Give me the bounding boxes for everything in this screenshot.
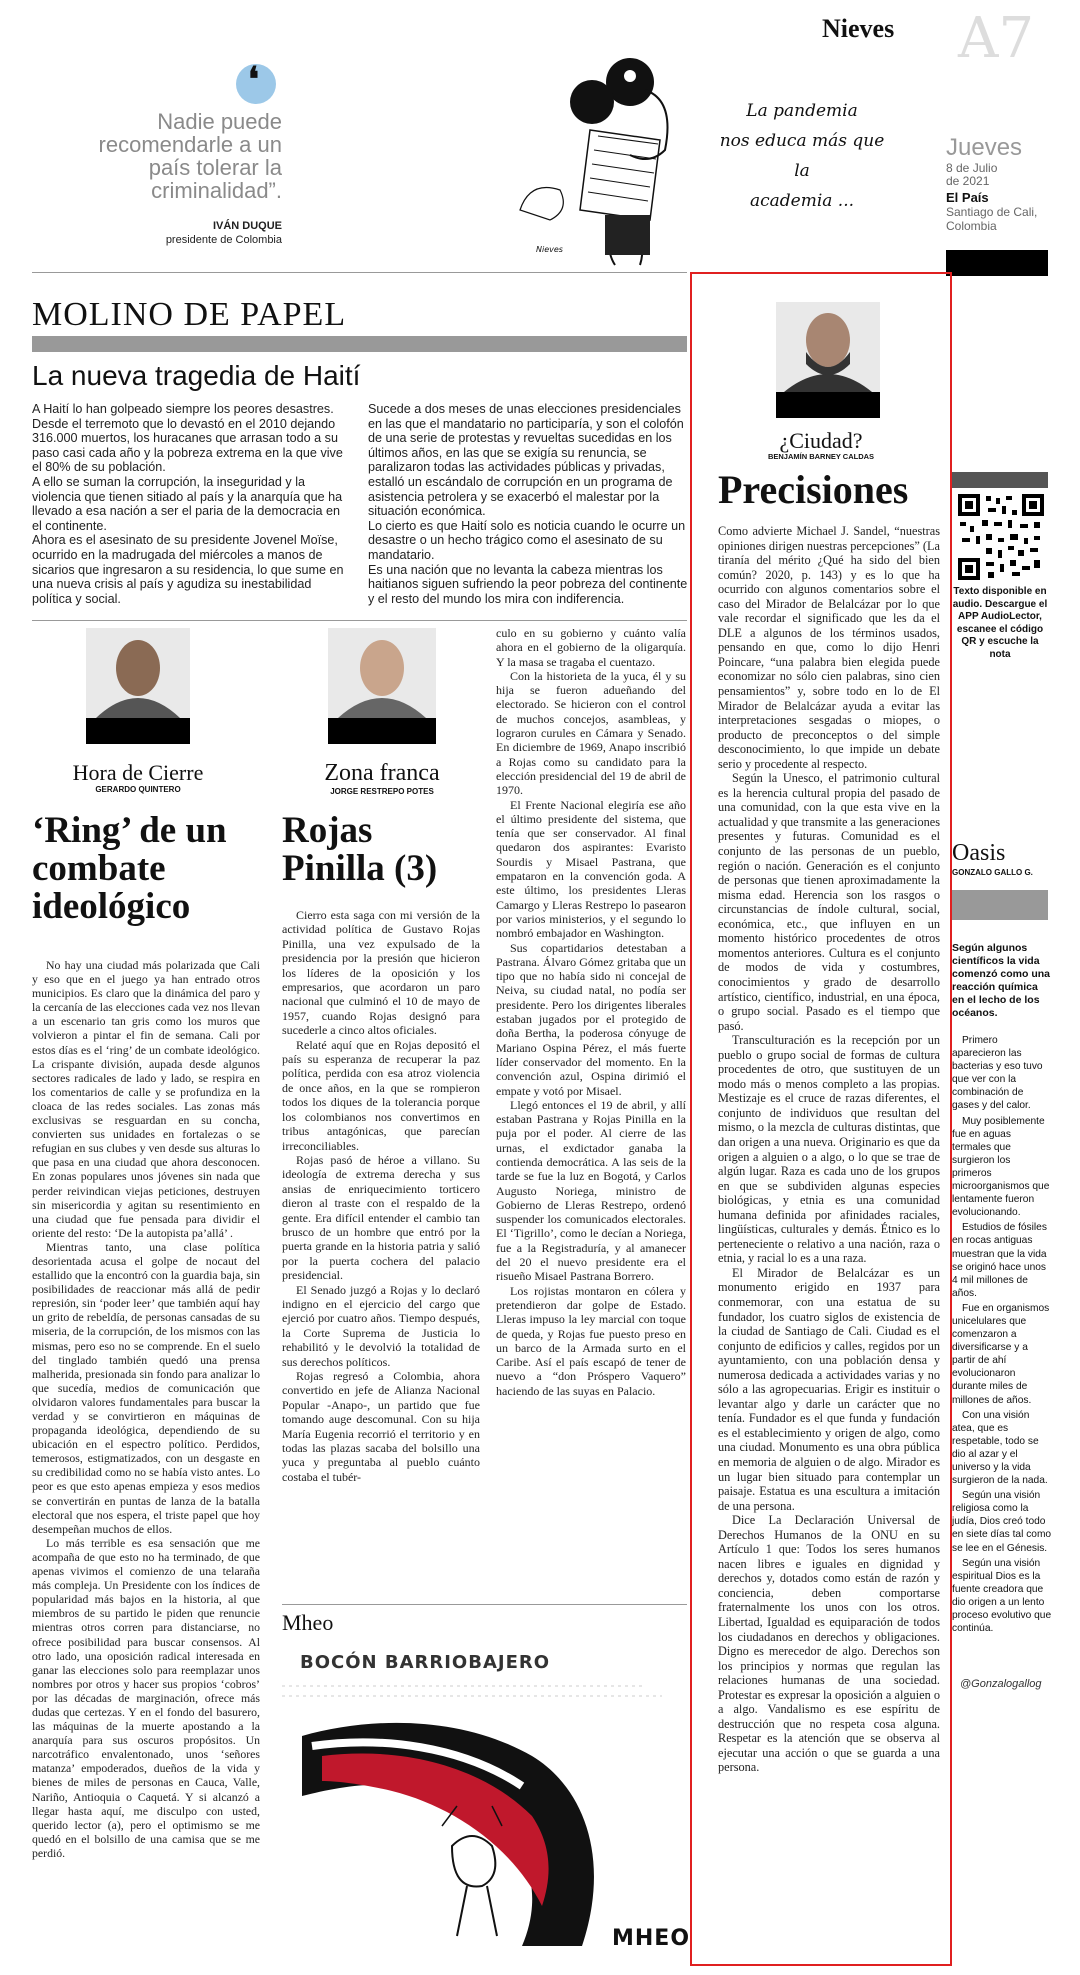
molino-rule <box>32 620 687 621</box>
author-photo-barney <box>776 302 880 418</box>
headline-ciudad: Precisiones <box>718 467 909 512</box>
article-ciudad-p2: Según la Unesco, el patrimonio cultural es la herencia cultural propia del pasado de una comunidad, con la que esta vive en la actualidad y que transmite a las generaciones presentes y futuras. Comunidad es el conjunto de las personas de un pueblo, región o nación. Generación es el conjunto de personas que tienen aproximadamente la misma edad. Herencia son los rasgos o circunstancias de índole cultural, social, económica, etc., que influyen en un momento histórico procedentes de otros momentos anteriores. Cultura es el conjunto de modos de vida y costumbres, conocimientos y grado de desarrollo artístico, científico, industrial, en una época, o grupo social. Pasado es el tiempo que pasó. <box>718 771 940 1033</box>
oasis-p2: Muy posiblemente fue en aguas termales que surgieron los primeros microorganismos que lentamente fueron evolucionando. <box>952 1115 1050 1219</box>
article-zona-p6: culo en su gobierno y cuánto valía ahora en el gobierno de la oligarquía. Y la masa se tragaba el cuentazo. <box>496 626 686 669</box>
oasis-p3: Estudios de fósiles en rocas antiguas muestran que la vida se originó hace unos 4 mil millones de años. <box>952 1222 1047 1299</box>
article-zona-p7: Con la historieta de la yuca, él y su hija se fueron adueñando del electorado. Se hicieron con el control de muchos concejos, asambleas, y lograron curules en Cámara y Senado. En diciembre de 1969, Anapo inscribió a Rojas como su candidato para la elección presidencial del 19 de abril de 1970. <box>496 668 686 798</box>
header-date: 8 de Julio de 2021 <box>946 161 998 188</box>
cartoon-top-signature: Nieves <box>536 245 563 254</box>
column-name-zona: Zona franca <box>324 760 440 786</box>
article-ciudad-p4: El Mirador de Belalcázar es un monumento erigido en 1937 para conmemorar, con una estatua de su fundador, los cuatro siglos de existencia de la ciudad de Santiago de Cali. Ciudad es el conjunto de edificios y calles, regidos por un ayuntamiento, con una población densa y numerosa dedicada a actividades varias y no sólo a las agropecuarias. Erigir es instituir o levantar algo y darle un carácter que no tenía. Fundador es el que funda y fundación es el establecimiento y origen de algo, como una ciudad. Monumento es una obra pública en memoria de alguien o de algo. Mirador es un lugar bien situado para contemplar un paisaje. Estatua es una escultura a imitación de una persona. <box>718 1265 940 1513</box>
oasis-handle[interactable]: @Gonzalogallog <box>960 1678 1042 1690</box>
quote-author-role: presidente de Colombia <box>165 234 282 246</box>
author-photo-quintero <box>86 628 190 744</box>
molino-col1-p3: Ahora es el asesinato de su presidente Jovenel Moïse, ocurrido en la madrugada del miércoles a manos de sicarios que ingresaron a su residencia, lo que sume en una nueva crisis al país y agudiza su inestabilidad política y social. <box>32 533 344 606</box>
cartoon-bottom-section-name: Mheo <box>282 1610 334 1635</box>
molino-col2-p1: Sucede a dos meses de unas elecciones presidenciales en las que el mandatario no participaría, y son el colofón de una serie de protestas y revueltas sucedidas en los últimos años, en las que se exigía su renuncia, se paralizaron todas las actividades públicas y privadas, estalló un escándalo de corrupción en un programa de asistencia petrolera y se exacerbó el malestar por la situación económica. <box>368 402 684 519</box>
quote-text: Nadie puede recomendarle a un país tolerar la criminalidad”. <box>98 109 282 203</box>
molino-col1-p1: A Haití lo han golpeado siempre los peores desastres. Desde el terremoto que lo devastó en el 2010 dejando 316.000 muertos, los huracanes que arrasan todo a su paso casi cada año y la pobreza extrema en la que vive el 80% de su población. <box>32 402 343 475</box>
author-photo-restrepo <box>328 628 436 744</box>
column-name-oasis: Oasis <box>952 840 1006 866</box>
molino-col2-p3: Es una nación que no levanta la cabeza mientras los haitianos siguen sufriendo la peor pobreza del continente y el resto del mundo los mira con indiferencia. <box>368 562 688 606</box>
section-gray-bar <box>32 336 687 352</box>
article-zona-p8: El Frente Nacional elegiría ese año el último presidente del sistema, que tenía que ser conservador. Al final quedaron dos aspirantes: Evaristo Sourdis y Misael Pastrana, que empataron en la convención goda. A este último, los presidentes Lleras Camargo y Lleras Restrepo lo pasearon por varios ministerios, y el segundo lo nombró embajador en Washington. <box>496 797 686 941</box>
author-barney: BENJAMÍN BARNEY CALDAS <box>767 452 875 461</box>
article-zona-p2: Relaté aquí que en Rojas depositó el país su esperanza de recuperar la paz política, perdida con esa atroz violencia de once años, en la que se rompieron todos los diques de la tolerancia porque los colombianos nos convertimos en tribus antagónicas, que parecían irreconciliables. <box>282 1037 480 1153</box>
cartoon-bottom-signature: MHEO <box>612 1926 691 1951</box>
sidebar-dark-bar-top <box>952 472 1048 488</box>
article-zona-col2 <box>496 626 686 1590</box>
molino-headline: La nueva tragedia de Haití <box>32 360 361 391</box>
header-black-bar <box>946 250 1048 276</box>
section-title-molino: MOLINO DE PAPEL <box>32 296 347 333</box>
header-day: Jueves <box>946 134 1023 161</box>
header-newspaper: El País <box>946 190 989 205</box>
header-city: Santiago de Cali, Colombia <box>946 205 1038 233</box>
column-name-ciudad: ¿Ciudad? <box>779 428 863 453</box>
molino-col1 <box>32 402 350 610</box>
article-zona-col1 <box>282 908 480 1574</box>
header-page-number: A7 <box>958 6 1035 71</box>
article-hora-p1: No hay una ciudad más polarizada que Cali y eso que en el juego ya han entrado otros municipios. Es claro que la dinámica del paro y la cercanía de las elecciones cada vez nos llevan a un escenario tan gris como los muros que volvieron a pintar el fin de semana. Cali por estos días es el ‘ring’ de un combate ideológico. La crispante división, aupada desde algunos sectores radicales de lado y lado, se respira en los comentarios de calle y se profundiza en la cloaca de las redes sociales. Las zonas más exclusivas se resguardan en su concha, convierten sus unidades en fortalezas o se refugian en sus clubes y ven desde sus alturas lo que pasa en una ciudad que ahora desconocen. En zonas populares unos jóvenes sin nada que perder reivindican viejas peticiones, destruyen sin misericordia y agitan su resentimiento en una ciudad que fue pensada para dividir el oriente del resto: ‘De la autopista pa’allá’ . <box>32 958 260 1240</box>
article-zona-p4: El Senado juzgó a Rojas y lo declaró indigno en el ejercicio del cargo que ejerció por cuatro años. Tiempo después, la Corte Suprema de Justicia lo rehabilitó y le devolvió la totalidad de sus derechos políticos. <box>282 1282 480 1369</box>
cartoon-bottom-caption: BOCÓN BARRIOBAJERO <box>300 1652 551 1673</box>
article-ciudad-p3: Transculturación es la recepción por un pueblo o grupo social de formas de cultura procedentes de otro, que sustituyen de un modo más o menos completo a las propias. Mestizaje es el cruce de razas diferentes, el conjunto de individuos que resultan del mismo, o la mezcla de culturas distintas, que dan origen a una nueva. Originario es que da origen a alguien o a algo, o lo que se trae de algún lugar. Raza es cada uno de los grupos en que se subdividen algunas especies biológicas, y etnia es una comunidad humana definida por afinidades raciales, lingüísticas, culturales y demás. Étnico es lo perteneciente o relativo a una nación, raza o etnia, y racial lo es a una raza. <box>718 1033 940 1266</box>
quote-mark-icon: ❛ <box>236 64 276 104</box>
author-restrepo: JORGE RESTREPO POTES <box>330 787 434 796</box>
oasis-p1: Primero aparecieron las bacterias y eso tuvo que ver con la combinación de gases y del calor. <box>952 1035 1043 1112</box>
cartoon-bottom <box>282 1676 691 1966</box>
oasis-body <box>952 1034 1052 1684</box>
cartoon-top-handwriting: La pandemia nos educa más que la academia ... <box>719 101 885 211</box>
author-quintero: GERARDO QUINTERO <box>95 785 181 794</box>
qr-code-pattern <box>958 494 1044 580</box>
headline-hora: ‘Ring’ de un combate ideológico <box>32 810 227 927</box>
oasis-p5: Con una visión atea, que es respetable, todo se dio al azar y el universo y la vida surgieron de la nada. <box>952 1409 1048 1487</box>
column-name-hora: Hora de Cierre <box>72 760 204 785</box>
cartoon-bottom-rule <box>282 1604 687 1605</box>
article-ciudad-p5: Dice La Declaración Universal de Derechos Humanos de la ONU en su Artículo 1 que: Todos los seres humanos nacen libres e iguales en dignidad y derechos y, dotados como están de razón y conciencia, deben comportarse fraternalmente los unos con los otros. Libertad, Igualdad es equiparación de todos los ciudadanos en derechos y obligaciones. Digno es merecedor de algo. Derechos son los principios y normas que regulan las relaciones humanas de una sociedad. Protestar es expresar la oposición a alguien o a algo. Vandalismo es ese espíritu de destrucción que no respeta cosa alguna. Respetar es la atención que se observa al ejecutar una acción o que se guarda a una persona. <box>718 1513 940 1775</box>
cartoon-mouth-drawing <box>282 1676 687 1966</box>
article-zona-p3: Rojas pasó de héroe a villano. Su ideología de extrema derecha y sus ansias de enriquecimiento torticero dieron al traste con el respaldo de la gente. Era difícil entender el cambio tan brusco de un hombre que entró por la puerta grande en la historia patria y salió por la puerta cochera del palacio presidencial. <box>282 1152 480 1283</box>
headline-zona: Rojas Pinilla (3) <box>282 810 438 889</box>
oasis-p4: Fue en organismos unicelulares que comenzaron a diversificarse y a partir de ahí evolucionaron durante miles de millones de años. <box>952 1302 1050 1406</box>
oasis-p7: Según una visión espiritual Dios es la fuente creadora que dio origen a un lento proceso evolutivo que continúa. <box>952 1557 1052 1635</box>
article-zona-p9: Sus copartidarios detestaban a Pastrana. Álvaro Gómez gritaba que un tipo que no había sido ni concejal de Neiva, su ciudad natal, no podía ser presidente. Pero los dirigentes liberales estaban jugados por el protegido de doña Bertha, la poderosa cónyuge de Mariano Ospina Pérez, el más fuerte líder conservador del momento. En la convención azul, Ospina dirimió el empate y votó por Misael. <box>496 940 686 1098</box>
article-zona-p10: Llegó entonces el 19 de abril, y allí estaban Pastrana y Rojas Pinilla en la puja por el poder. Al cierre de las urnas, el exdictador ganaba la contienda democrática. A las seis de la tarde se fue la luz en Bogotá, y Carlos Augusto Noriega, ministro de Gobierno de Lleras Restrepo, ordenó suspender los comunicados electorales. El ‘Tigrillo’, como le decían a Noriega, fue a la Registraduría, y al amanecer del 20 el nuevo presidente era el risueño Misael Pastrana Borrero. <box>496 1097 686 1284</box>
article-hora-p2: Mientras tanto, una clase política desorientada acusa el golpe de nocaut del estallido que la encontró con la guardia baja, sin posibilidades de reaccionar más allá de pedir represión, sin ‘poder leer’ que también aquí hay un grito de rebeldía, de personas cansadas de su miseria, de la corrupción, de los mismos con las mismas, pero eso no se comprende. En el suelo del tinglado también quedó una prensa malherida, presionada sin fondo para analizar lo que sucedía, medios de comunicación que olvidaron valores fundamentales para buscar la verdad y se convirtieron en máquinas de propaganda ideológica, dependiendo de su ubicación en el espectro político. Perdidos, temerosos, estigmatizados, con un desgaste en su credibilidad como no se había visto antes. Lo peor es que esto apenas empieza y esos medios se convertirán en puntas de lanza de la batalla electoral que nos espera, el triste papel que hoy desempeñan muchos de ellos. <box>32 1239 260 1536</box>
article-hora-p3: Lo más terrible es esa sensación que me acompaña de que esto no ha terminado, de que apenas vivimos el comienzo de una telaraña más compleja. Un Presidente con los índices de popularidad más bajos en la historia, al que miembros de su partido le piden que renuncie mientras otros corren para distanciarse, no ofrece posibilidad para buscar consensos. Al otro lado, una oposición radical interesada en ganar las elecciones solo para reemplazar unos nombres por otros y hacer sus propios ‘cobros’ por las décadas de marginación, ofrece más dudas que certezas. Y en el fondo del basurero, las máquinas de la muerte apostando a la anarquía para sus oscuros propósitos. Un narcotráfico envalentonado, unos ‘señores matanza’ empoderados, dueños de la vida y bienes de miles de personas en Cauca, Valle, Nariño, Antioquia o Caquetá. Y si alcanzó a llegar hasta aquí, me disculpo con usted, querido lector (a), pero el optimismo se me quedó en el bolsillo de una camisa que se me perdió. <box>32 1535 260 1860</box>
molino-col2-p2: Lo cierto es que Haití solo es noticia cuando le ocurre un desastre o un hecho trágico como el asesinato de su mandatario. <box>368 518 686 562</box>
article-zona-p11: Los rojistas montaron en cólera y pretendieron dar golpe de Estado. Lleras impuso la ley marcial con toque de queda, y Rojas fue puesto preso en un barco de la Armada surto en el Caribe. Así el país escapó de tener de nuevo a “don Próspero Vaquero” haciendo de las suyas en Palacio. <box>496 1283 686 1398</box>
author-gallo: GONZALO GALLO G. <box>952 868 1033 877</box>
cartoon-girl-drawing <box>480 40 700 270</box>
article-zona-p5: Rojas regresó a Colombia, ahora convertido en jefe de Alianza Nacional Popular -Anapo-, un partido que fue tomando auge descomunal. Con su hija María Eugenia recorrió el territorio y en todas las plazas sacaba del bolsillo una yuca y preguntaba al pueblo cuánto costaba el tubér- <box>282 1369 480 1484</box>
header-section-name: Nieves <box>822 14 895 43</box>
molino-col2 <box>368 402 688 610</box>
article-ciudad-p1: Como advierte Michael J. Sandel, “nuestras opiniones dirigen nuestras percepciones” (La tiranía del mérito ¿Qué ha sido del bien común? 2020, p. 143) y es lo que ha ocurrido con algunos comentarios sobre el caso del Mirador de Belalcázar por lo que vale recordar el significado que les da el DLE a algunos de los términos usados, pensando en que, como lo dijo Henri Poincare, “una palabra bien elegida puede economizar no sólo cien palabras, sino cien pensamientos” y, sobre todo en lo de El Mirador de Belalcázar ayuda a evitar las interpretaciones sesgadas o miopes, o producto de preconceptos o del simple desconocimiento, lo que impide un debate serio y procedente al respecto. <box>718 524 940 771</box>
oasis-gray-bar <box>952 890 1048 920</box>
header-rule <box>32 272 687 273</box>
article-zona-p1: Cierro esta saga con mi versión de la actividad política de Gustavo Rojas Pinilla, una vez expulsado de la presidencia por la presión que hicieron los líderes de la oposición y los empresarios, que acordaron un paro nacional que culminó el 10 de mayo de 1957, cuando Rojas designó para sucederle a cinco altos oficiales. <box>282 908 480 1038</box>
qr-code-icon[interactable] <box>958 494 1044 580</box>
article-ciudad <box>718 524 940 1958</box>
quote-author: IVÁN DUQUE <box>212 220 282 232</box>
cartoon-top <box>480 40 700 270</box>
article-hora <box>32 958 260 1958</box>
oasis-p6: Según una visión religiosa como la judía, Dios creó todo en siete días tal como se lee en el Génesis. <box>952 1490 1052 1554</box>
qr-audio-note: Texto disponible en audio. Descargue el APP AudioLector, escanee el código QR y escuche la nota <box>952 586 1048 660</box>
molino-col1-p2: A ello se suman la corrupción, la inseguridad y la violencia que tienen sitiado al país y la anarquía que ha llevado a esa nación a ser el paria de la democracia en el continente. <box>32 474 343 533</box>
oasis-lead: Según algunos científicos la vida comenzó como una reacción química en el lecho de los océanos. <box>952 942 1051 1019</box>
